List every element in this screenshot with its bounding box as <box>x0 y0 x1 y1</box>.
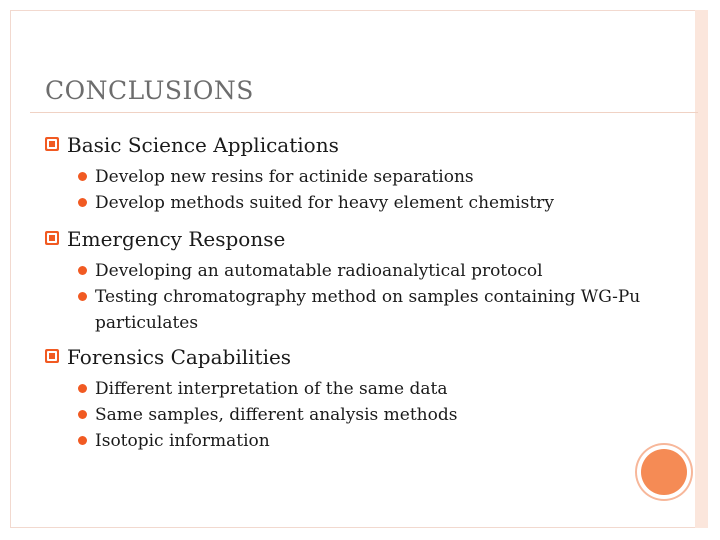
square-bullet-icon <box>45 137 59 151</box>
right-accent-bar <box>695 10 708 528</box>
dot-bullet-icon <box>78 292 87 301</box>
slide-title: CONCLUSIONS <box>45 76 254 105</box>
list-item: Develop new resins for actinide separations <box>45 164 675 190</box>
bullet-list <box>45 256 675 340</box>
list-item: Testing chromatography method on samples containing WG-Pu particulates <box>45 284 675 336</box>
section-heading: Basic Science Applications <box>45 128 675 162</box>
list-item: Isotopic information <box>45 428 675 454</box>
decorative-circle-icon <box>641 449 687 495</box>
dot-bullet-icon <box>78 172 87 181</box>
square-bullet-icon <box>45 231 59 245</box>
section-heading: Forensics Capabilities <box>45 340 675 374</box>
section-basic-science <box>45 128 675 222</box>
list-item: Developing an automatable radioanalytical protocol <box>45 258 675 284</box>
dot-bullet-icon <box>78 384 87 393</box>
square-bullet-icon <box>45 349 59 363</box>
section-emergency-response <box>45 222 675 340</box>
list-item: Develop methods suited for heavy element chemistry <box>45 190 675 216</box>
section-forensics <box>45 340 675 458</box>
bullet-list <box>45 162 675 222</box>
dot-bullet-icon <box>78 198 87 207</box>
list-item: Different interpretation of the same data <box>45 376 675 402</box>
section-heading: Emergency Response <box>45 222 675 256</box>
title-divider <box>30 112 698 113</box>
bullet-list <box>45 374 675 458</box>
dot-bullet-icon <box>78 410 87 419</box>
list-item: Same samples, different analysis methods <box>45 402 675 428</box>
dot-bullet-icon <box>78 266 87 275</box>
slide-content <box>45 128 675 458</box>
dot-bullet-icon <box>78 436 87 445</box>
